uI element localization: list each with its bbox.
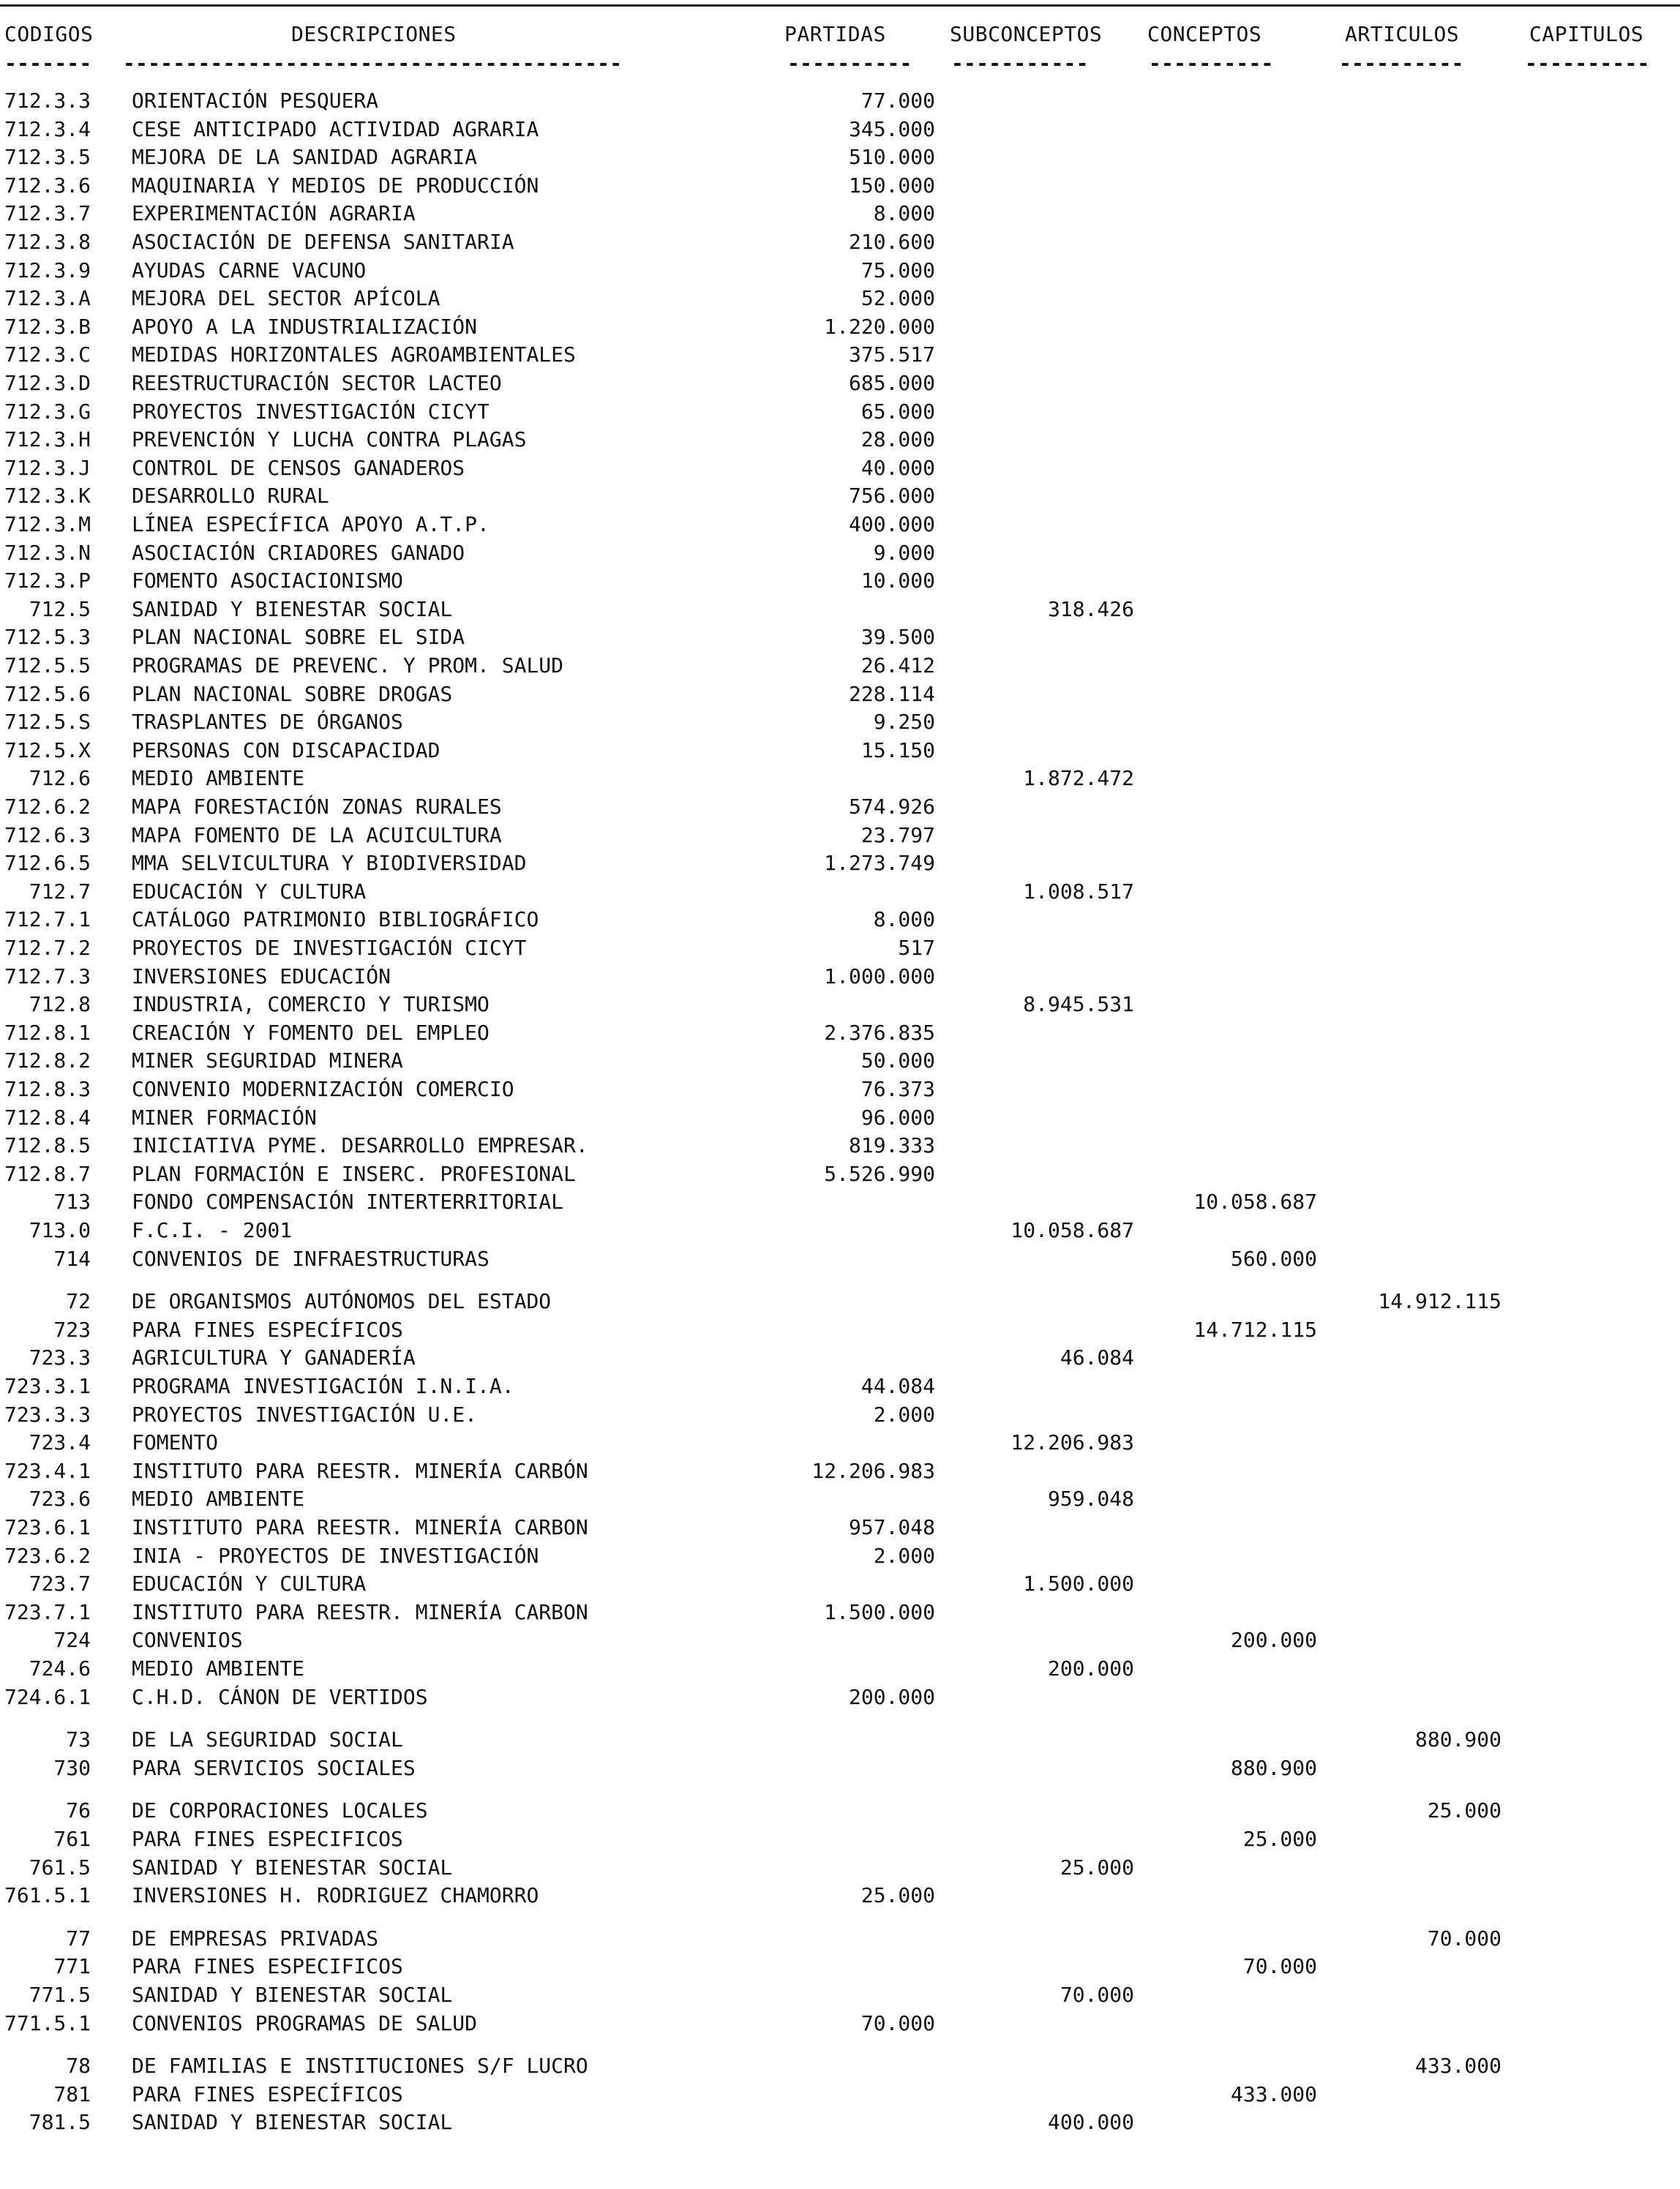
row-partidas-value: 77.000: [860, 89, 935, 113]
row-description: MAPA FOMENTO DE LA ACUICULTURA: [132, 823, 502, 847]
table-row: [0, 1317, 1680, 1343]
table-row: [0, 1755, 1680, 1781]
top-rule: [0, 4, 1680, 7]
row-description: EDUCACIÓN Y CULTURA: [132, 1572, 367, 1596]
table-row: [0, 1217, 1680, 1244]
row-code: 724.6.1: [4, 1685, 91, 1709]
dash-conceptos: ----------: [1149, 51, 1274, 75]
table-row: [0, 370, 1680, 397]
row-code: 712.6.3: [4, 823, 91, 847]
row-conceptos-value: 10.058.687: [1193, 1190, 1317, 1214]
table-row: [0, 1133, 1680, 1159]
table-row: [0, 1727, 1680, 1753]
table-row: [0, 1826, 1680, 1852]
row-code: 712.8.5: [4, 1133, 91, 1157]
row-code: 72: [4, 1289, 91, 1313]
row-partidas-value: 2.376.835: [824, 1021, 935, 1045]
row-description: PERSONAS CON DISCAPACIDAD: [132, 738, 440, 762]
header-articulos: ARTICULOS: [1345, 22, 1460, 46]
table-row: [0, 1246, 1680, 1272]
row-subconceptos-value: 1.872.472: [1023, 766, 1134, 790]
row-code: 712.7: [4, 879, 91, 904]
table-row: [0, 483, 1680, 509]
row-code: 723.3: [4, 1345, 91, 1370]
row-code: 723.6.1: [4, 1515, 91, 1539]
row-partidas-value: 517: [898, 936, 935, 960]
row-description: MEJORA DEL SECTOR APÍCOLA: [132, 286, 440, 310]
row-articulos-value: 880.900: [1414, 1727, 1501, 1751]
table-row: [0, 2053, 1680, 2079]
row-description: DE FAMILIAS E INSTITUCIONES S/F LUCRO: [132, 2054, 588, 2078]
row-code: 761.5: [4, 1855, 91, 1880]
row-description: INVERSIONES H. RODRIGUEZ CHAMORRO: [132, 1883, 539, 1907]
row-code: 73: [4, 1727, 91, 1751]
header-subconceptos: SUBCONCEPTOS: [950, 22, 1103, 46]
row-description: MINER SEGURIDAD MINERA: [132, 1048, 403, 1073]
row-description: INVERSIONES EDUCACIÓN: [132, 964, 391, 988]
row-code: 712.3.A: [4, 286, 91, 310]
table-row: [0, 879, 1680, 905]
table-row: [0, 173, 1680, 199]
table-row: [0, 1345, 1680, 1371]
table-row: [0, 1855, 1680, 1881]
row-description: DE EMPRESAS PRIVADAS: [132, 1926, 379, 1950]
row-code: 712.3.N: [4, 541, 91, 565]
row-code: 712.3.5: [4, 145, 91, 169]
table-row: [0, 1953, 1680, 1980]
row-code: 712.3.B: [4, 315, 91, 339]
dash-partidas: ----------: [787, 51, 912, 75]
row-code: 714: [4, 1247, 91, 1271]
table-row: [0, 1798, 1680, 1824]
table-row: [0, 568, 1680, 594]
row-subconceptos-value: 318.426: [1047, 597, 1134, 621]
table-row: [0, 1020, 1680, 1046]
table-row: [0, 1656, 1680, 1682]
row-partidas-value: 8.000: [873, 201, 935, 225]
row-partidas-value: 10.000: [860, 568, 935, 593]
row-description: FOMENTO: [132, 1430, 219, 1454]
row-description: INSTITUTO PARA REESTR. MINERÍA CARBÓN: [132, 1459, 588, 1483]
table-row: [0, 850, 1680, 876]
row-description: SANIDAD Y BIENESTAR SOCIAL: [132, 597, 453, 621]
row-partidas-value: 1.220.000: [824, 315, 935, 339]
row-code: 78: [4, 2054, 91, 2078]
row-conceptos-value: 560.000: [1230, 1247, 1317, 1271]
row-description: PARA FINES ESPECÍFICOS: [132, 1318, 403, 1342]
row-description: ASOCIACIÓN CRIADORES GANADO: [132, 541, 465, 565]
row-code: 712.8.4: [4, 1105, 91, 1130]
table-row: [0, 1684, 1680, 1711]
row-code: 712.7.2: [4, 936, 91, 960]
row-description: MINER FORMACIÓN: [132, 1105, 317, 1130]
header-codigos: CODIGOS: [4, 22, 94, 46]
row-description: FOMENTO ASOCIACIONISMO: [132, 568, 403, 593]
row-partidas-value: 39.500: [860, 625, 935, 649]
row-description: TRASPLANTES DE ÓRGANOS: [132, 710, 403, 734]
row-partidas-value: 23.797: [860, 823, 935, 847]
row-partidas-value: 574.926: [848, 795, 935, 819]
table-row: [0, 200, 1680, 227]
row-code: 723.7: [4, 1572, 91, 1596]
row-description: DE ORGANISMOS AUTÓNOMOS DEL ESTADO: [132, 1289, 552, 1313]
row-description: MAPA FORESTACIÓN ZONAS RURALES: [132, 795, 502, 819]
row-partidas-value: 345.000: [848, 117, 935, 141]
row-partidas-value: 70.000: [860, 2011, 935, 2035]
row-partidas-value: 12.206.983: [811, 1459, 935, 1483]
row-partidas-value: 685.000: [848, 371, 935, 395]
table-row: [0, 737, 1680, 764]
row-description: PARA SERVICIOS SOCIALES: [132, 1756, 416, 1780]
row-description: PREVENCIÓN Y LUCHA CONTRA PLAGAS: [132, 427, 527, 451]
row-articulos-value: 14.912.115: [1378, 1289, 1501, 1313]
row-partidas-value: 5.526.990: [824, 1162, 935, 1186]
table-row: [0, 2109, 1680, 2136]
row-code: 724: [4, 1628, 91, 1652]
row-description: CONTROL DE CENSOS GANADEROS: [132, 456, 465, 480]
row-partidas-value: 9.000: [873, 541, 935, 565]
row-partidas-value: 1.500.000: [824, 1600, 935, 1624]
table-row: [0, 144, 1680, 170]
row-code: 712.5.5: [4, 653, 91, 677]
row-description: SANIDAD Y BIENESTAR SOCIAL: [132, 2110, 453, 2134]
table-row: [0, 1048, 1680, 1074]
row-code: 723.4.1: [4, 1459, 91, 1483]
row-code: 712.3.H: [4, 427, 91, 451]
row-code: 771.5: [4, 1983, 91, 2007]
row-description: PROYECTOS DE INVESTIGACIÓN CICYT: [132, 936, 527, 960]
row-partidas-value: 510.000: [848, 145, 935, 169]
row-description: PROGRAMAS DE PREVENC. Y PROM. SALUD: [132, 653, 564, 677]
table-row: [0, 991, 1680, 1018]
row-code: 712.3.3: [4, 89, 91, 113]
row-description: SANIDAD Y BIENESTAR SOCIAL: [132, 1983, 453, 2007]
row-partidas-value: 15.150: [860, 738, 935, 762]
table-row: [0, 1373, 1680, 1400]
table-row: [0, 765, 1680, 792]
row-code: 712.6: [4, 766, 91, 790]
dash-subconceptos: -----------: [951, 51, 1089, 75]
row-partidas-value: 44.084: [860, 1374, 935, 1398]
table-row: [0, 1458, 1680, 1484]
row-code: 712.3.C: [4, 342, 91, 367]
row-code: 724.6: [4, 1656, 91, 1681]
row-partidas-value: 375.517: [848, 342, 935, 367]
table-row: [0, 653, 1680, 679]
row-description: FONDO COMPENSACIÓN INTERTERRITORIAL: [132, 1190, 564, 1214]
row-code: 761.5.1: [4, 1883, 91, 1907]
row-code: 712.3.K: [4, 484, 91, 508]
row-partidas-value: 96.000: [860, 1105, 935, 1130]
table-row: [0, 399, 1680, 425]
row-code: 712.5: [4, 597, 91, 621]
row-code: 77: [4, 1926, 91, 1950]
table-row: [0, 1926, 1680, 1952]
row-code: 712.5.X: [4, 738, 91, 762]
table-row: [0, 116, 1680, 143]
row-code: 712.3.7: [4, 201, 91, 225]
row-description: DE LA SEGURIDAD SOCIAL: [132, 1727, 403, 1751]
row-description: APOYO A LA INDUSTRIALIZACIÓN: [132, 315, 478, 339]
row-code: 781: [4, 2082, 91, 2106]
row-code: 76: [4, 1798, 91, 1822]
row-partidas-value: 8.000: [873, 907, 935, 931]
row-description: PARA FINES ESPECIFICOS: [132, 1954, 403, 1978]
row-code: 712.5.6: [4, 682, 91, 706]
row-description: CONVENIOS DE INFRAESTRUCTURAS: [132, 1247, 490, 1271]
row-code: 771.5.1: [4, 2011, 91, 2035]
table-row: [0, 681, 1680, 707]
dash-articulos: ----------: [1339, 51, 1464, 75]
row-code: 723.6.2: [4, 1544, 91, 1568]
table-row: [0, 935, 1680, 961]
row-description: SANIDAD Y BIENESTAR SOCIAL: [132, 1855, 453, 1880]
row-partidas-value: 76.373: [860, 1077, 935, 1101]
row-subconceptos-value: 70.000: [1060, 1983, 1134, 2007]
row-code: 713: [4, 1190, 91, 1214]
row-description: AGRICULTURA Y GANADERÍA: [132, 1345, 416, 1370]
row-partidas-value: 150.000: [848, 173, 935, 198]
row-code: 771: [4, 1954, 91, 1978]
table-row: [0, 709, 1680, 735]
row-conceptos-value: 14.712.115: [1193, 1318, 1317, 1342]
row-code: 723: [4, 1318, 91, 1342]
row-description: PLAN FORMACIÓN E INSERC. PROFESIONAL: [132, 1162, 576, 1186]
header-partidas: PARTIDAS: [784, 22, 886, 46]
row-partidas-value: 75.000: [860, 258, 935, 282]
row-subconceptos-value: 46.084: [1060, 1345, 1134, 1370]
row-partidas-value: 50.000: [860, 1048, 935, 1073]
row-subconceptos-value: 12.206.983: [1010, 1430, 1134, 1454]
row-description: PARA FINES ESPECÍFICOS: [132, 2082, 403, 2106]
row-partidas-value: 2.000: [873, 1544, 935, 1568]
row-code: 761: [4, 1827, 91, 1851]
row-conceptos-value: 880.900: [1230, 1756, 1317, 1780]
row-description: MEDIO AMBIENTE: [132, 1656, 305, 1681]
table-row: [0, 314, 1680, 340]
row-partidas-value: 26.412: [860, 653, 935, 677]
row-subconceptos-value: 400.000: [1047, 2110, 1134, 2134]
row-description: DE CORPORACIONES LOCALES: [132, 1798, 428, 1822]
row-description: CONVENIOS: [132, 1628, 243, 1652]
row-conceptos-value: 433.000: [1230, 2082, 1317, 2106]
table-row: [0, 1627, 1680, 1653]
table-row: [0, 1543, 1680, 1569]
table-row: [0, 511, 1680, 538]
row-description: INDUSTRIA, COMERCIO Y TURISMO: [132, 992, 490, 1016]
table-row: [0, 455, 1680, 481]
row-code: 712.5.S: [4, 710, 91, 734]
row-code: 723.3.1: [4, 1374, 91, 1398]
row-code: 712.3.6: [4, 173, 91, 198]
table-row: [0, 596, 1680, 623]
row-description: F.C.I. - 2001: [132, 1218, 293, 1242]
row-code: 712.3.4: [4, 117, 91, 141]
row-description: INIA - PROYECTOS DE INVESTIGACIÓN: [132, 1544, 539, 1568]
table-row: [0, 794, 1680, 820]
row-description: PROYECTOS INVESTIGACIÓN CICYT: [132, 399, 490, 424]
row-description: AYUDAS CARNE VACUNO: [132, 258, 367, 282]
row-code: 712.5.3: [4, 625, 91, 649]
row-subconceptos-value: 8.945.531: [1023, 992, 1134, 1016]
row-articulos-value: 70.000: [1427, 1926, 1501, 1950]
table-row: [0, 1571, 1680, 1597]
table-row: [0, 1486, 1680, 1512]
row-description: ASOCIACIÓN DE DEFENSA SANITARIA: [132, 230, 514, 254]
row-partidas-value: 819.333: [848, 1133, 935, 1157]
row-partidas-value: 2.000: [873, 1403, 935, 1427]
row-description: INICIATIVA PYME. DESARROLLO EMPRESAR.: [132, 1133, 588, 1157]
row-description: CATÁLOGO PATRIMONIO BIBLIOGRÁFICO: [132, 907, 539, 931]
row-description: MEJORA DE LA SANIDAD AGRARIA: [132, 145, 478, 169]
row-partidas-value: 200.000: [848, 1685, 935, 1709]
row-description: EDUCACIÓN Y CULTURA: [132, 879, 367, 904]
row-code: 712.7.3: [4, 964, 91, 988]
row-code: 713.0: [4, 1218, 91, 1242]
row-description: C.H.D. CÁNON DE VERTIDOS: [132, 1685, 428, 1709]
table-row: [0, 258, 1680, 284]
row-description: LÍNEA ESPECÍFICA APOYO A.T.P.: [132, 512, 490, 536]
row-partidas-value: 9.250: [873, 710, 935, 734]
row-description: CREACIÓN Y FOMENTO DEL EMPLEO: [132, 1021, 490, 1045]
row-code: 712.3.D: [4, 371, 91, 395]
table-row: [0, 1882, 1680, 1909]
row-description: DESARROLLO RURAL: [132, 484, 329, 508]
row-partidas-value: 228.114: [848, 682, 935, 706]
table-row: [0, 1982, 1680, 2008]
dash-capitulos: ----------: [1525, 51, 1650, 75]
row-code: 712.8.3: [4, 1077, 91, 1101]
table-row: [0, 1599, 1680, 1626]
row-partidas-value: 52.000: [860, 286, 935, 310]
table-row: [0, 1161, 1680, 1187]
dash-descripciones: ----------------------------------------: [123, 51, 623, 75]
row-articulos-value: 433.000: [1414, 2054, 1501, 2078]
row-code: 712.3.M: [4, 512, 91, 536]
header-conceptos: CONCEPTOS: [1147, 22, 1262, 46]
row-subconceptos-value: 1.500.000: [1023, 1572, 1134, 1596]
row-code: 712.3.J: [4, 456, 91, 480]
row-partidas-value: 40.000: [860, 456, 935, 480]
row-description: CONVENIO MODERNIZACIÓN COMERCIO: [132, 1077, 514, 1101]
table-row: [0, 229, 1680, 255]
row-description: CESE ANTICIPADO ACTIVIDAD AGRARIA: [132, 117, 539, 141]
row-description: EXPERIMENTACIÓN AGRARIA: [132, 201, 416, 225]
table-row: [0, 1402, 1680, 1428]
row-description: PROGRAMA INVESTIGACIÓN I.N.I.A.: [132, 1374, 514, 1398]
row-code: 723.3.3: [4, 1403, 91, 1427]
row-description: MEDIO AMBIENTE: [132, 766, 305, 790]
row-description: PARA FINES ESPECIFICOS: [132, 1827, 403, 1851]
table-row: [0, 342, 1680, 368]
row-code: 712.3.9: [4, 258, 91, 282]
row-code: 723.7.1: [4, 1600, 91, 1624]
row-code: 712.8.7: [4, 1162, 91, 1186]
row-description: MMA SELVICULTURA Y BIODIVERSIDAD: [132, 851, 527, 875]
table-row: [0, 1288, 1680, 1315]
row-partidas-value: 957.048: [848, 1515, 935, 1539]
row-subconceptos-value: 959.048: [1047, 1487, 1134, 1511]
table-row: [0, 285, 1680, 312]
header-descripciones: DESCRIPCIONES: [291, 22, 457, 46]
row-code: 723.4: [4, 1430, 91, 1454]
table-row: [0, 2081, 1680, 2108]
row-description: MEDIO AMBIENTE: [132, 1487, 305, 1511]
table-row: [0, 624, 1680, 650]
table-row: [0, 1514, 1680, 1541]
row-code: 712.3.G: [4, 399, 91, 424]
row-partidas-value: 1.273.749: [824, 851, 935, 875]
row-description: CONVENIOS PROGRAMAS DE SALUD: [132, 2011, 478, 2035]
row-partidas-value: 28.000: [860, 427, 935, 451]
row-code: 712.3.P: [4, 568, 91, 593]
row-articulos-value: 25.000: [1427, 1798, 1501, 1822]
dash-codigos: -------: [4, 51, 92, 75]
row-subconceptos-value: 200.000: [1047, 1656, 1134, 1681]
row-description: PROYECTOS INVESTIGACIÓN U.E.: [132, 1403, 478, 1427]
table-row: [0, 1189, 1680, 1215]
row-code: 712.8.2: [4, 1048, 91, 1073]
row-code: 712.6.2: [4, 795, 91, 819]
row-description: MAQUINARIA Y MEDIOS DE PRODUCCIÓN: [132, 173, 539, 198]
row-description: PLAN NACIONAL SOBRE DROGAS: [132, 682, 453, 706]
row-description: INSTITUTO PARA REESTR. MINERÍA CARBON: [132, 1515, 588, 1539]
row-description: PLAN NACIONAL SOBRE EL SIDA: [132, 625, 465, 649]
row-conceptos-value: 70.000: [1242, 1954, 1317, 1978]
table-row: [0, 1430, 1680, 1456]
table-row: [0, 1105, 1680, 1131]
row-partidas-value: 400.000: [848, 512, 935, 536]
table-row: [0, 1076, 1680, 1103]
row-description: MEDIDAS HORIZONTALES AGROAMBIENTALES: [132, 342, 576, 367]
row-partidas-value: 1.000.000: [824, 964, 935, 988]
row-code: 781.5: [4, 2110, 91, 2134]
table-row: [0, 427, 1680, 453]
row-code: 712.3.8: [4, 230, 91, 254]
row-code: 730: [4, 1756, 91, 1780]
row-partidas-value: 25.000: [860, 1883, 935, 1907]
table-row: [0, 906, 1680, 933]
row-conceptos-value: 25.000: [1242, 1827, 1317, 1851]
row-partidas-value: 65.000: [860, 399, 935, 424]
row-code: 712.6.5: [4, 851, 91, 875]
table-row: [0, 540, 1680, 566]
row-code: 712.7.1: [4, 907, 91, 931]
table-row: [0, 822, 1680, 849]
row-description: ORIENTACIÓN PESQUERA: [132, 89, 379, 113]
row-description: INSTITUTO PARA REESTR. MINERÍA CARBON: [132, 1600, 588, 1624]
row-description: REESTRUCTURACIÓN SECTOR LACTEO: [132, 371, 502, 395]
table-row: [0, 2010, 1680, 2037]
header-capitulos: CAPITULOS: [1529, 22, 1644, 46]
row-subconceptos-value: 1.008.517: [1023, 879, 1134, 904]
row-subconceptos-value: 10.058.687: [1010, 1218, 1134, 1242]
row-partidas-value: 756.000: [848, 484, 935, 508]
row-conceptos-value: 200.000: [1230, 1628, 1317, 1652]
row-partidas-value: 210.600: [848, 230, 935, 254]
table-row: [0, 964, 1680, 990]
row-code: 723.6: [4, 1487, 91, 1511]
row-code: 712.8.1: [4, 1021, 91, 1045]
row-code: 712.8: [4, 992, 91, 1016]
table-row: [0, 88, 1680, 114]
row-subconceptos-value: 25.000: [1060, 1855, 1134, 1880]
